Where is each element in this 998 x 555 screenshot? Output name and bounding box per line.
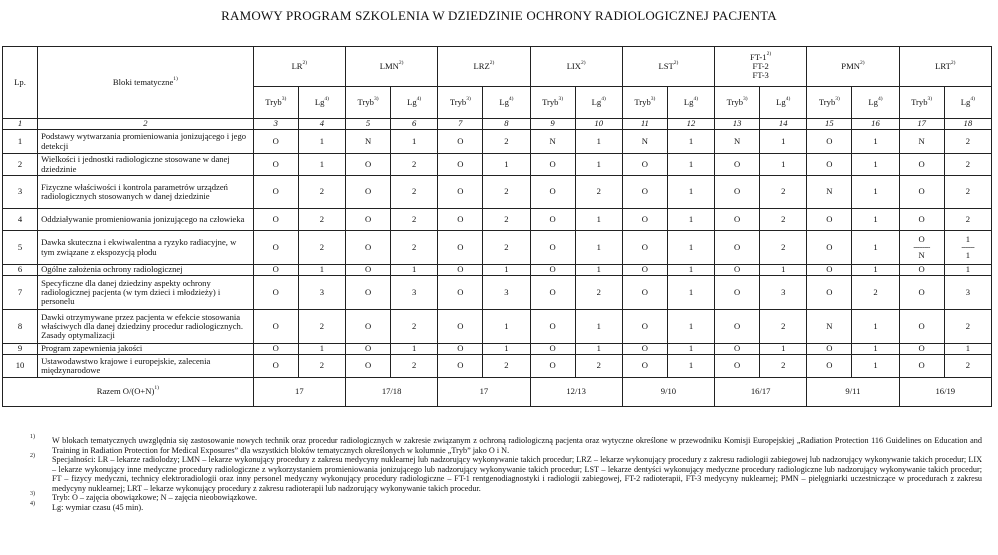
tryb-cell: O (715, 310, 760, 344)
tryb-cell: O (438, 231, 483, 265)
totals-value: 12/13 (530, 378, 622, 407)
table-row (3, 154, 992, 176)
header-specialty: LIX$^{2)}$ (530, 47, 622, 87)
row-number: 10 (3, 355, 38, 378)
tryb-cell: O (715, 209, 760, 231)
tryb-cell: O (807, 265, 852, 276)
page-title: RAMOWY PROGRAM SZKOLENIA W DZIEDZINIE OCHRONY RADIOLOGICZNEJ PACJENTA (221, 8, 777, 23)
column-number: 8 (483, 119, 530, 130)
tryb-cell: O (715, 265, 760, 276)
footnotes (30, 436, 982, 512)
thematic-block: Dawki otrzymywane przez pacjenta w efekcie stosowania właściwych dla danej dziedziny procedur radiologicznych. Zasady optymalizacji (38, 310, 254, 344)
lg-cell: 2 (760, 209, 807, 231)
lg-cell: 1 (575, 265, 622, 276)
column-number: 2 (38, 119, 254, 130)
row-number: 9 (3, 344, 38, 355)
lg-cell: 1 (852, 176, 899, 209)
tryb-cell: O (715, 154, 760, 176)
lg-cell: 1 ------- 1 (944, 231, 991, 265)
totals-label: Razem $O/(O+N)^{1)}$ (3, 378, 254, 407)
lg-cell: 1 (483, 265, 530, 276)
lg-cell: 1 (760, 130, 807, 154)
thematic-block: Ustawodawstwo krajowe i europejskie, zalecenia międzynarodowe (38, 355, 254, 378)
specialty-name: LRT (935, 60, 951, 71)
tryb-cell: O (899, 355, 944, 378)
tryb-cell: O (530, 265, 575, 276)
tryb-cell: O (438, 154, 483, 176)
lg-cell: 1 (575, 344, 622, 355)
tryb-cell: O (807, 344, 852, 355)
tryb-cell: O (253, 231, 298, 265)
tryb-cell: N (899, 130, 944, 154)
thematic-block: Wielkości i jednostki radiologiczne stosowane w danej dziedzinie (38, 154, 254, 176)
table-row (3, 276, 992, 310)
tryb-cell: O (807, 209, 852, 231)
lg-cell: 1 (667, 130, 714, 154)
lg-cell: 1 (667, 276, 714, 310)
specialty-name-line: FT-1$^{2)}$ (750, 50, 772, 62)
tryb-cell: O (622, 176, 667, 209)
lg-cell: 3 (944, 276, 991, 310)
lg-cell: 1 (852, 231, 899, 265)
lg-cell: 1 (760, 154, 807, 176)
tryb-cell: O --------- N (899, 231, 944, 265)
table-row (3, 355, 992, 378)
table-row (3, 231, 992, 265)
lg-cell: 2 (575, 276, 622, 310)
tryb-cell: N (807, 310, 852, 344)
thematic-block: Oddziaływanie promieniowania jonizującego na człowieka (38, 209, 254, 231)
lg-cell: 1 (667, 154, 714, 176)
totals-value: 17/18 (345, 378, 437, 407)
tryb-cell: O (345, 276, 390, 310)
header-specialty (715, 47, 807, 87)
footnote (30, 493, 982, 503)
header-lp: Lp. (3, 47, 38, 119)
tryb-cell: O (530, 310, 575, 344)
lg-cell: 2 (298, 209, 345, 231)
row-number: 5 (3, 231, 38, 265)
lg-cell: 2 (760, 310, 807, 344)
header-tryb: Tryb$^{3)}$ (438, 87, 483, 119)
lg-cell: 2 (391, 176, 438, 209)
tryb-cell: O (530, 344, 575, 355)
tryb-cell: O (530, 355, 575, 378)
table-row (3, 130, 992, 154)
lg-cell: 2 (483, 176, 530, 209)
totals-value: 9/10 (622, 378, 714, 407)
tryb-cell: O (345, 344, 390, 355)
totals-value: 9/11 (807, 378, 899, 407)
column-number: 17 (899, 119, 944, 130)
tryb-cell: O (253, 276, 298, 310)
tryb-cell: O (715, 176, 760, 209)
lg-cell: 1 (667, 355, 714, 378)
lg-cell: 1 (944, 265, 991, 276)
thematic-block: Fizyczne właściwości i kontrola parametrów urządzeń radiologicznych stosowanych w danej dziedzinie (38, 176, 254, 209)
tryb-cell: N (345, 130, 390, 154)
tryb-cell: O (438, 276, 483, 310)
tryb-cell: N (807, 176, 852, 209)
tryb-cell: O (530, 231, 575, 265)
lg-cell: 2 (944, 310, 991, 344)
tryb-cell: O (345, 176, 390, 209)
thematic-block: Program zapewnienia jakości (38, 344, 254, 355)
row-number: 8 (3, 310, 38, 344)
tryb-cell: O (715, 355, 760, 378)
header-tryb: Tryb$^{3)}$ (622, 87, 667, 119)
lg-cell: 2 (944, 130, 991, 154)
table-row (3, 209, 992, 231)
totals-value: 17 (253, 378, 345, 407)
lg-cell: 1 (760, 344, 807, 355)
lg-cell: 1 (575, 310, 622, 344)
lg-cell: 1 (575, 231, 622, 265)
lg-cell: 1 (852, 130, 899, 154)
lg-cell: 1 (575, 209, 622, 231)
tryb-cell: O (253, 355, 298, 378)
lg-cell: 2 (298, 310, 345, 344)
footnote-text: W blokach tematycznych uwzględnia się zastosowanie nowych technik oraz procedur radiologicznych w zakresie związanym z ochroną radiologiczną pacjenta oraz wytyczne określone w przewodniku Komisji Europejskiej „Radiation Protection 116 Guidelines on Education and Training in Radiation Protection for Medical Exposures” dla wszystkich bloków tematycznych określonych w kolumnie „Tryb” jako O i N. (52, 436, 982, 455)
tryb-cell: O (530, 276, 575, 310)
tryb-cell: O (899, 265, 944, 276)
tryb-cell: O (438, 310, 483, 344)
column-number: 12 (667, 119, 714, 130)
header-tryb: Tryb$^{3)}$ (530, 87, 575, 119)
lg-cell: 2 (391, 209, 438, 231)
table-row (3, 176, 992, 209)
tryb-cell: O (899, 209, 944, 231)
lg-cell: 2 (391, 154, 438, 176)
header-lg: Lg$^{4)}$ (575, 87, 622, 119)
tryb-cell: O (345, 231, 390, 265)
table-row (3, 265, 992, 276)
lg-cell: 1 (944, 344, 991, 355)
header-tryb: Tryb$^{3)}$ (807, 87, 852, 119)
tryb-cell: N (715, 130, 760, 154)
tryb-cell: O (438, 209, 483, 231)
tryb-cell: O (530, 209, 575, 231)
tryb-cell: O (345, 265, 390, 276)
tryb-cell: O (530, 176, 575, 209)
lg-cell: 2 (852, 276, 899, 310)
lg-cell: 2 (760, 231, 807, 265)
training-program-table (2, 46, 992, 407)
lg-cell: 2 (298, 176, 345, 209)
footnote-mark: 2) (30, 453, 35, 460)
header-lg: Lg$^{4)}$ (944, 87, 991, 119)
lg-cell: 1 (667, 265, 714, 276)
tryb-cell: O (253, 310, 298, 344)
tryb-cell: O (622, 209, 667, 231)
tryb-cell: O (807, 130, 852, 154)
tryb-cell: N (622, 130, 667, 154)
column-number: 6 (391, 119, 438, 130)
tryb-cell: O (807, 231, 852, 265)
lg-cell: 1 (391, 344, 438, 355)
column-number: 11 (622, 119, 667, 130)
header-blocks: Bloki tematyczne$^{1)}$ (38, 47, 254, 119)
header-specialty: LRT$^{2)}$ (899, 47, 991, 87)
lg-cell: 1 (667, 209, 714, 231)
header-specialty: LMN$^{2)}$ (345, 47, 437, 87)
lg-cell: 1 (852, 310, 899, 344)
tryb-cell: O (438, 130, 483, 154)
row-number: 7 (3, 276, 38, 310)
header-specialty: LR$^{2)}$ (253, 47, 345, 87)
tryb-cell: O (253, 130, 298, 154)
tryb-cell: O (899, 276, 944, 310)
thematic-block: Dawka skuteczna i ekwiwalentna a ryzyko radiacyjne, w tym związane z ekspozycją płodu (38, 231, 254, 265)
tryb-cell: O (622, 310, 667, 344)
lg-cell: 1 (852, 344, 899, 355)
lg-cell: 1 (852, 265, 899, 276)
tryb-cell: O (622, 154, 667, 176)
tryb-cell: O (345, 310, 390, 344)
tryb-cell: O (530, 154, 575, 176)
lg-cell: 2 (944, 154, 991, 176)
lg-cell: 1 (483, 154, 530, 176)
header-lg: Lg$^{4)}$ (483, 87, 530, 119)
footnote-text: Specjalności: LR – lekarze radiolodzy; LMN – lekarze wykonujący procedury z zakresu medycyny nuklearnej lub nadzorujący wykonywanie takich procedur; LRZ – lekarze wykonujący procedury z zakresu radiologii zabiegowej lub nadzorujący wykonywanie takich procedur; LIX – lekarze wykonujący inne medyczne procedury radiologiczne z wykorzystaniem promieniowania jonizującego lub nadzorujący wykonywanie takich procedur; LST – lekarze dentyści wykonujący medyczne procedury radiologiczne lub nadzorujący wykonywanie takich procedur; FT – fizycy medyczni, technicy elektroradiologii oraz inny personel medyczny wykonujący procedury radiologiczne – FT-1 rentgenodiagnostyki i radiologii zabiegowej, FT-2 radioterapii, FT-3 medycyny nuklearnej; PMN – pielęgniarki uczestniczące w procedurach z zakresu medycyny nuklearnej; LRT – lekarze wykonujący procedury z zakresu radioterapii lub nadzorujący wykonywanie takich procedur. (52, 455, 982, 493)
column-number: 16 (852, 119, 899, 130)
lg-cell: 2 (298, 355, 345, 378)
tryb-cell: O (622, 231, 667, 265)
row-number: 4 (3, 209, 38, 231)
lg-cell: 3 (483, 276, 530, 310)
column-number: 5 (345, 119, 390, 130)
header-specialty: LST$^{2)}$ (622, 47, 714, 87)
lg-cell: 2 (944, 209, 991, 231)
lg-cell: 2 (944, 355, 991, 378)
footnote-mark: 4) (30, 500, 35, 507)
tryb-cell: O (253, 209, 298, 231)
header-lg: Lg$^{4)}$ (760, 87, 807, 119)
tryb-cell: O (715, 231, 760, 265)
lg-cell: 2 (483, 209, 530, 231)
lg-cell: 1 (298, 344, 345, 355)
tryb-cell: O (807, 154, 852, 176)
footnote-text: Lg: wymiar czasu (45 min). (52, 502, 144, 512)
row-number: 3 (3, 176, 38, 209)
tryb-cell: O (253, 176, 298, 209)
tryb-cell: O (345, 154, 390, 176)
tryb-cell: O (899, 310, 944, 344)
tryb-cell: O (253, 265, 298, 276)
header-lg: Lg$^{4)}$ (391, 87, 438, 119)
lg-cell: 1 (667, 344, 714, 355)
lg-cell: 2 (944, 176, 991, 209)
column-number: 1 (3, 119, 38, 130)
tryb-cell: O (253, 344, 298, 355)
lg-cell: 1 (667, 176, 714, 209)
footnote-mark: 3) (30, 491, 35, 498)
lg-cell: 1 (852, 154, 899, 176)
lg-cell: 2 (575, 355, 622, 378)
footnote-text: Tryb: O – zajęcia obowiązkowe; N – zajęcia nieobowiązkowe. (52, 493, 257, 503)
specialty-name: LRZ (473, 60, 490, 71)
thematic-block: Podstawy wytwarzania promieniowania jonizującego i jego detekcji (38, 130, 254, 154)
tryb-cell: O (715, 344, 760, 355)
tryb-cell: O (253, 154, 298, 176)
tryb-cell: O (622, 276, 667, 310)
header-lg: Lg$^{4)}$ (298, 87, 345, 119)
lg-cell: 1 (667, 231, 714, 265)
tryb-cell: O (438, 176, 483, 209)
totals-value: 16/17 (715, 378, 807, 407)
specialty-name: LST (658, 60, 674, 71)
table-row (3, 310, 992, 344)
lg-cell: 2 (483, 231, 530, 265)
header-tryb: Tryb$^{3)}$ (899, 87, 944, 119)
row-number: 2 (3, 154, 38, 176)
column-number: 3 (253, 119, 298, 130)
tryb-cell: O (715, 276, 760, 310)
header-lg: Lg$^{4)}$ (852, 87, 899, 119)
lg-cell: 1 (667, 310, 714, 344)
specialty-name: LR (291, 60, 303, 71)
lg-cell: 1 (575, 130, 622, 154)
column-number: 4 (298, 119, 345, 130)
specialty-name: LIX (566, 60, 582, 71)
lg-cell: 1 (391, 130, 438, 154)
lg-cell: 2 (391, 231, 438, 265)
footnote-mark: 1) (30, 434, 35, 440)
lg-cell: 1 (760, 265, 807, 276)
thematic-block: Specyficzne dla danej dziedziny aspekty ochrony radiologicznej pacjenta (w tym dzieci i młodzieży) i personelu (38, 276, 254, 310)
tryb-cell: O (899, 176, 944, 209)
lg-cell: 2 (483, 130, 530, 154)
lg-cell: 3 (298, 276, 345, 310)
column-number: 13 (715, 119, 760, 130)
tryb-cell: O (622, 344, 667, 355)
totals-value: 17 (438, 378, 530, 407)
specialty-name-line: FT-3 (752, 70, 769, 81)
tryb-cell: O (438, 265, 483, 276)
specialty-name: PMN (841, 60, 860, 71)
lg-cell: 2 (760, 355, 807, 378)
row-number: 6 (3, 265, 38, 276)
column-number: 18 (944, 119, 991, 130)
tryb-cell: O (622, 265, 667, 276)
tryb-cell: O (622, 355, 667, 378)
lg-cell: 2 (391, 355, 438, 378)
specialty-name-line: FT-2 (752, 60, 769, 71)
lg-cell: 1 (483, 344, 530, 355)
column-number: 7 (438, 119, 483, 130)
header-specialty: LRZ$^{2)}$ (438, 47, 530, 87)
totals-row (3, 378, 992, 407)
lg-cell: 2 (760, 176, 807, 209)
tryb-cell: O (438, 344, 483, 355)
tryb-cell: O (807, 355, 852, 378)
header-tryb: Tryb$^{3)}$ (715, 87, 760, 119)
tryb-cell: O (345, 209, 390, 231)
lg-cell: 1 (298, 130, 345, 154)
row-number: 1 (3, 130, 38, 154)
totals-value: 16/19 (899, 378, 991, 407)
lg-cell: 3 (760, 276, 807, 310)
lg-cell: 3 (391, 276, 438, 310)
column-number: 9 (530, 119, 575, 130)
header-specialty: PMN$^{2)}$ (807, 47, 899, 87)
lg-cell: 1 (298, 265, 345, 276)
tryb-cell: O (345, 355, 390, 378)
tryb-cell: O (899, 344, 944, 355)
footnote (30, 500, 982, 513)
lg-cell: 2 (391, 310, 438, 344)
tryb-cell: O (899, 154, 944, 176)
header-tryb: Tryb$^{3)}$ (345, 87, 390, 119)
tryb-cell: O (438, 355, 483, 378)
lg-cell: 2 (575, 176, 622, 209)
lg-cell: 1 (852, 209, 899, 231)
footnote (30, 455, 982, 493)
lg-cell: 2 (298, 231, 345, 265)
column-number: 10 (575, 119, 622, 130)
lg-cell: 1 (391, 265, 438, 276)
tryb-cell: N (530, 130, 575, 154)
header-tryb: Tryb$^{3)}$ (253, 87, 298, 119)
tryb-cell: O (807, 276, 852, 310)
lg-cell: 1 (298, 154, 345, 176)
lg-cell: 2 (483, 355, 530, 378)
table-row (3, 344, 992, 355)
lg-cell: 1 (575, 154, 622, 176)
column-number: 14 (760, 119, 807, 130)
specialty-name: LMN (379, 60, 399, 71)
thematic-block: Ogólne założenia ochrony radiologicznej (38, 265, 254, 276)
lg-cell: 1 (483, 310, 530, 344)
footnote (30, 436, 982, 455)
lg-cell: 1 (852, 355, 899, 378)
header-lg: Lg$^{4)}$ (667, 87, 714, 119)
column-number: 15 (807, 119, 852, 130)
